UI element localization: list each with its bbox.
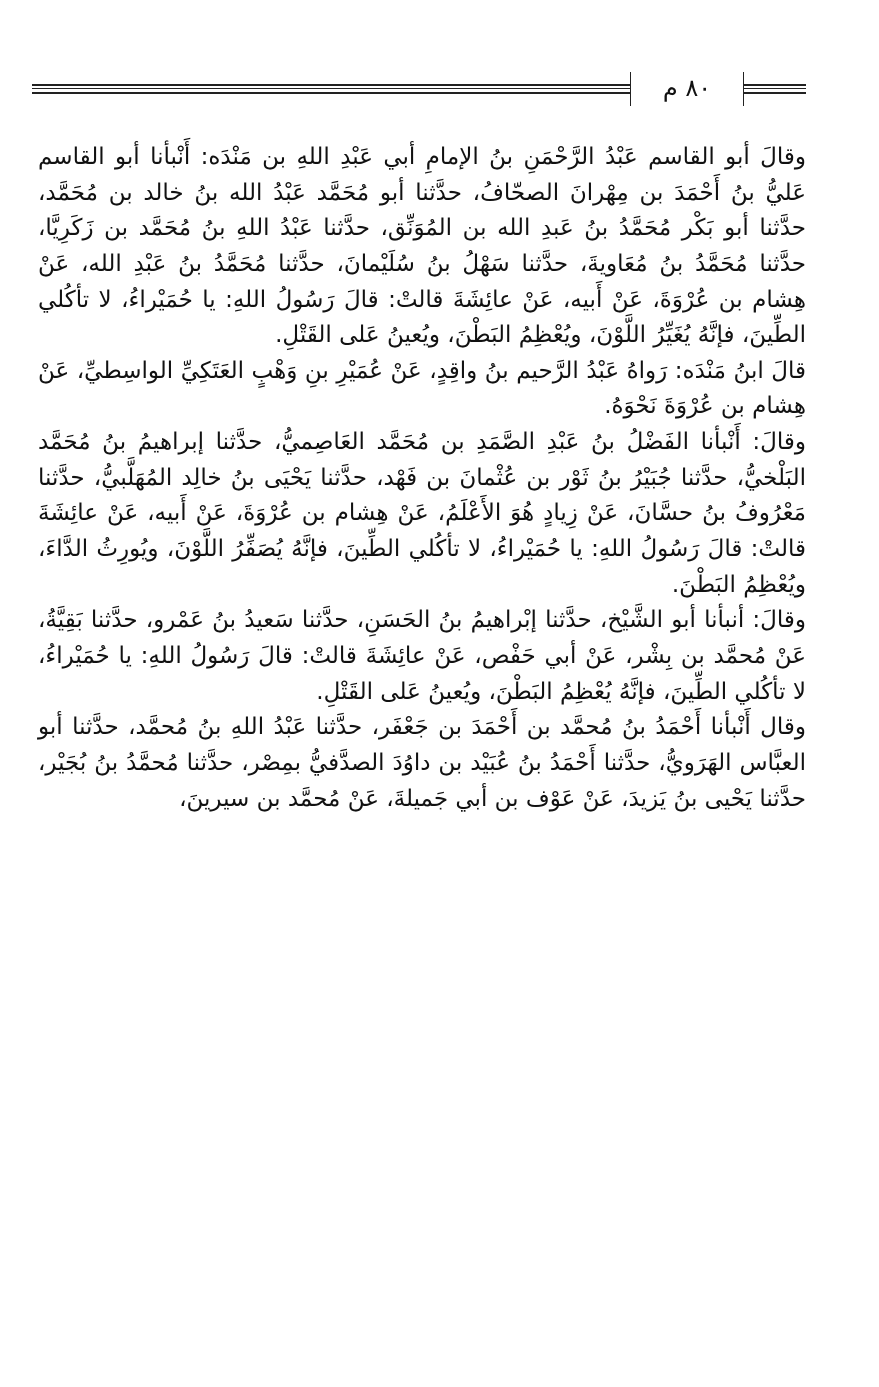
page-number: ٨٠ م: [630, 72, 744, 106]
paragraph: قالَ ابنُ مَنْدَه: رَواهُ عَبْدُ الرَّحيم بنُ واقِدٍ، عَنْ عُمَيْرِ بنِ وَهْبٍ العَتَكِيِّ الواسِطيِّ، عَنْ هِشام بن عُرْوَةَ نَحْوَهُ.: [38, 357, 806, 420]
header-rule-right: [744, 84, 806, 94]
header-rule-left: [32, 84, 630, 94]
paragraph: وقالَ: أنبأنا أبو الشَّيْخ، حدَّثنا إبْراهيمُ بنُ الحَسَنِ، حدَّثنا سَعيدُ بنُ عَمْرو، حدَّثنا بَقِيَّةُ، عَنْ مُحمَّد بن بِشْر، عَنْ أبي حَفْص، عَنْ عائِشَةَ قالتْ: قالَ رَسُولُ اللهِ: يا حُمَيْراءُ، لا تأكُلي الطِّينَ، فإنَّهُ يُعْظِمُ البَطْنَ، ويُعينُ عَلى القَتْلِ.: [38, 607, 806, 705]
paragraph: وقالَ أبو القاسم عَبْدُ الرَّحْمَنِ بنُ الإمامِ أبي عَبْدِ اللهِ بن مَنْدَه: أَنْبأنا أبو القاسم عَليُّ بنُ أَحْمَدَ بن مِهْرانَ الصحّافُ، حدَّثنا أبو مُحَمَّد عَبْدُ الله بنُ خالد بن مُحَمَّد، حدَّثنا أبو بَكْر مُحَمَّدُ بنُ عَبدِ الله بن المُوَنِّق، حدَّثنا عَبْدُ اللهِ بنُ مُحَمَّد بن زَكَرِيَّا، حدَّثنا مُحَمَّدُ بنُ مُعَاويةَ، حدَّثنا سَهْلُ بنُ سُلَيْمانَ، حدَّثنا مُحَمَّدُ بنُ عَبْدِ الله، عَنْ هِشام بن عُرْوَةَ، عَنْ أَبيه، عَنْ عائِشَةَ قالتْ: قالَ رَسُولُ اللهِ: يا حُمَيْراءُ، لا تأكُلي الطِّينَ، فإنَّهُ يُغَيِّرُ اللَّوْنَ، ويُعْظِمُ البَطْنَ، ويُعينُ عَلى القَتْلِ.: [38, 144, 806, 349]
page-header: [32, 72, 806, 106]
paragraph: وقالَ: أَنْبأنا الفَضْلُ بنُ عَبْدِ الصَّمَدِ بن مُحَمَّد العَاصِميُّ، حدَّثنا إبراهيمُ بنُ مُحَمَّد البَلْخيُّ، حدَّثنا جُبَيْرُ بنُ ثَوْر بن عُثْمانَ بن فَهْد، حدَّثنا يَحْيَى بنُ خالِد المُهَلَّبيُّ، حدَّثنا مَعْرُوفُ بنُ حسَّانَ، عَنْ زِيادٍ هُوَ الأَعْلَمُ، عَنْ هِشام بن عُرْوَةَ، عَنْ أَبيه، عَنْ عائِشَةَ قالتْ: قالَ رَسُولُ اللهِ: يا حُمَيْراءُ، لا تأكُلي الطِّينَ، فإنَّهُ يُصَفِّرُ اللَّوْنَ، ويُورِثُ الدَّاءَ، ويُعْظِمُ البَطْنَ.: [38, 429, 806, 598]
page-body-text: [38, 140, 806, 817]
paragraph: وقال أَنْبأنا أَحْمَدُ بنُ مُحمَّد بن أَحْمَدَ بن جَعْفَر، حدَّثنا عَبْدُ اللهِ بنُ مُحمَّد، حدَّثنا أبو العبَّاس الهَرَويُّ، حدَّثنا أَحْمَدُ بنُ عُبَيْد بن داوُدَ الصدَّفيُّ بمِصْر، حدَّثنا مُحمَّدُ بنُ بُجَيْر، حدَّثنا يَحْيى بنُ يَزيدَ، عَنْ عَوْف بن أبي جَميلةَ، عَنْ مُحمَّد بن سيرينَ،: [38, 714, 806, 812]
